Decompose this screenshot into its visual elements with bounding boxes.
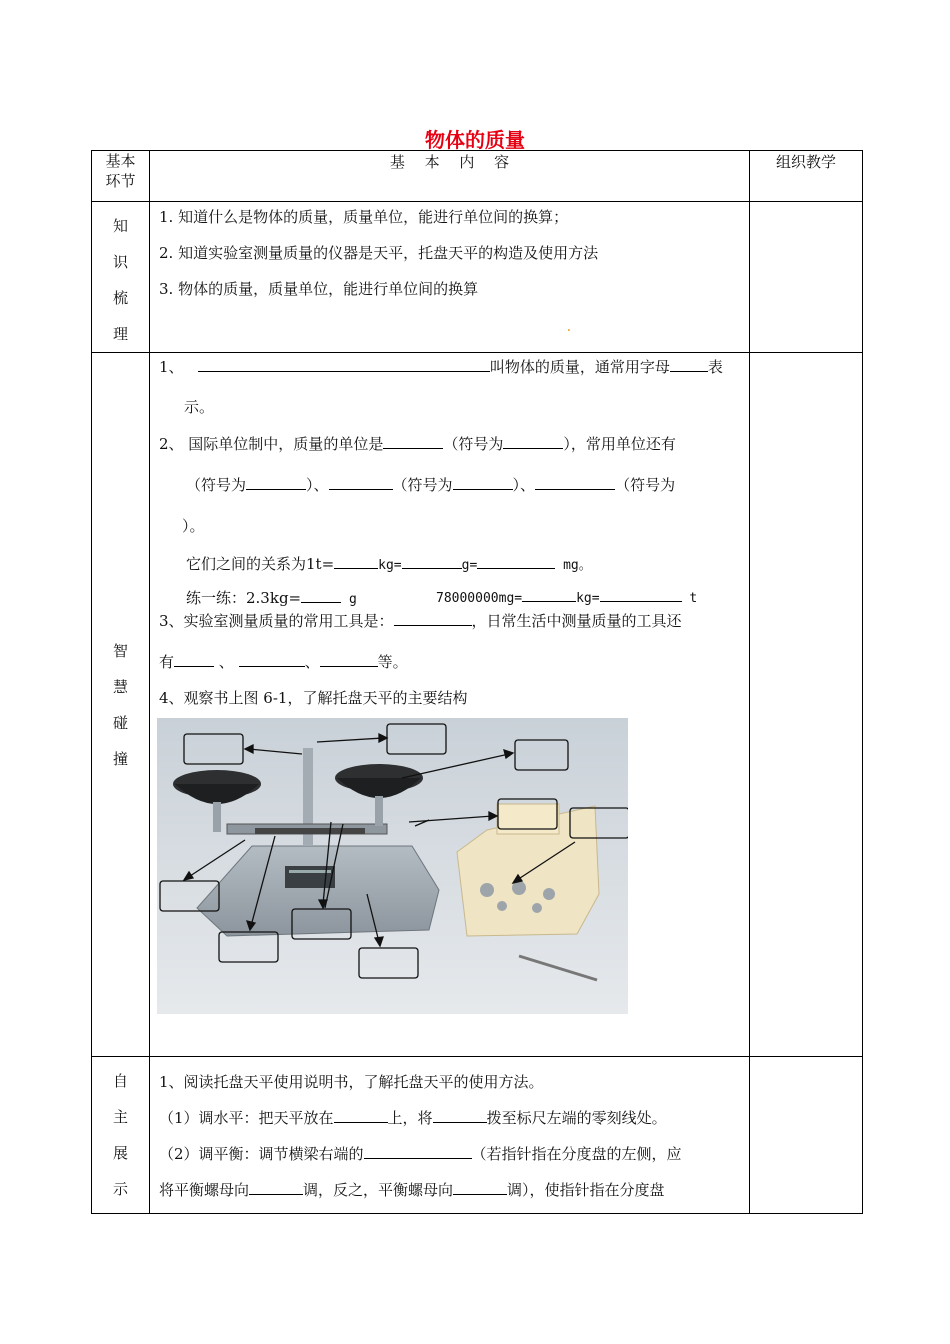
show-text: （1）调水平：把天平放在: [159, 1109, 334, 1127]
blank[interactable]: [174, 652, 214, 667]
show-text: （2）调平衡：调节横梁右端的: [159, 1145, 364, 1163]
blank[interactable]: [249, 1180, 303, 1195]
blank[interactable]: [334, 1108, 388, 1123]
header-content-label: 基 本 内 容: [389, 153, 510, 171]
q3-text: 等。: [377, 653, 408, 671]
q1-num: 1、: [159, 358, 184, 376]
q3-text: 有: [159, 653, 175, 671]
q1-tail: 表: [707, 358, 723, 376]
knowledge-char: 理: [112, 325, 128, 343]
practice-line-2: [436, 587, 697, 606]
q1-cont: 示。: [184, 398, 215, 416]
practice-text: 78000000mg=: [436, 591, 523, 606]
header-stage-label: 基本环节: [105, 152, 136, 190]
blank[interactable]: [334, 554, 378, 569]
q1-text: 叫物体的质量，通常用字母: [489, 358, 670, 376]
show-char: 展: [112, 1144, 128, 1162]
page-title: 物体的质量: [425, 128, 525, 152]
show-line: [159, 1143, 682, 1164]
header-organize: [750, 151, 863, 202]
relation-line: [186, 553, 592, 574]
wisdom-char: 智: [112, 641, 128, 660]
relation-text: 它们之间的关系为1t=: [186, 555, 335, 573]
blank[interactable]: [329, 475, 393, 490]
header-stage: [92, 151, 150, 202]
question-1: [159, 356, 723, 377]
q2-text: （符号为: [615, 476, 676, 494]
practice-line: [186, 587, 357, 608]
show-text: 上，将: [387, 1109, 433, 1127]
blank[interactable]: [301, 588, 341, 603]
show-line: [159, 1107, 667, 1128]
knowledge-char: 知: [112, 217, 128, 235]
q3-text: ，日常生活中测量质量的工具还: [471, 612, 682, 630]
wisdom-char: 慧: [112, 677, 128, 696]
show-text: 将平衡螺母向: [159, 1181, 250, 1199]
q2-text: 2、 国际单位制中，质量的单位是: [159, 435, 384, 453]
knowledge-label: [92, 202, 150, 353]
show-content: [150, 1057, 750, 1214]
knowledge-content: [150, 202, 750, 353]
practice-text: kg=: [576, 591, 600, 606]
blank[interactable]: [320, 652, 378, 667]
header-organize-label: 组织教学: [775, 153, 836, 171]
knowledge-item: 1. 知道什么是物体的质量，质量单位，能进行单位间的换算；: [159, 208, 569, 226]
wisdom-label: [92, 353, 150, 1057]
balance-figure: [157, 718, 628, 1014]
practice-text: 练一练：2.3kg=: [186, 589, 302, 607]
question-3-cont: [159, 651, 408, 672]
blank[interactable]: [522, 587, 576, 602]
question-2: [159, 433, 676, 454]
show-char: 主: [112, 1108, 128, 1126]
q2-text: （符号为: [443, 435, 504, 453]
lesson-table: [91, 150, 863, 1214]
blank[interactable]: [503, 434, 563, 449]
blank[interactable]: [383, 434, 443, 449]
show-label: [92, 1057, 150, 1214]
knowledge-item: 2. 知道实验室测量质量的仪器是天平，托盘天平的构造及使用方法: [159, 244, 599, 262]
show-text: 调，反之，平衡螺母向: [303, 1181, 454, 1199]
knowledge-char: 梳: [112, 289, 128, 307]
wisdom-char: 撞: [112, 749, 128, 768]
show-line: [159, 1179, 665, 1200]
question-3: [159, 610, 682, 631]
q2-end: ）。: [182, 517, 205, 535]
wisdom-notes: [750, 353, 863, 1057]
blank[interactable]: [453, 475, 513, 490]
blank[interactable]: [477, 554, 555, 569]
blank[interactable]: [402, 554, 462, 569]
relation-text: g=: [461, 558, 478, 573]
question-4: 4、观察书上图 6-1，了解托盘天平的主要结构: [159, 689, 468, 707]
blank[interactable]: [239, 652, 305, 667]
knowledge-notes: [750, 202, 863, 353]
practice-text: t: [681, 591, 698, 606]
show-char: 自: [112, 1072, 128, 1090]
blank[interactable]: [198, 357, 490, 372]
show-text: （若指针指在分度盘的左侧，应: [471, 1145, 682, 1163]
q3-text: 、: [214, 653, 234, 671]
blank[interactable]: [364, 1144, 472, 1159]
q3-text: 3、实验室测量质量的常用工具是：: [159, 612, 394, 630]
question-2-cont: [186, 474, 675, 495]
blank[interactable]: [670, 357, 708, 372]
mark-dot: .: [566, 316, 572, 335]
show-text: 拨至标尺左端的零刻线处。: [486, 1109, 667, 1127]
wisdom-char: 碰: [112, 713, 128, 732]
blank[interactable]: [394, 611, 472, 626]
blank[interactable]: [535, 475, 615, 490]
show-notes: [750, 1057, 863, 1214]
blank[interactable]: [600, 587, 682, 602]
q2-text: ）、: [512, 476, 536, 494]
blank[interactable]: [433, 1108, 487, 1123]
blank[interactable]: [453, 1180, 507, 1195]
q2-text: ），常用单位还有: [563, 435, 676, 453]
show-text: 调），使指针指在分度盘: [507, 1181, 665, 1199]
show-char: 示: [112, 1180, 128, 1198]
knowledge-item: 3. 物体的质量，质量单位，能进行单位间的换算: [159, 280, 479, 298]
blank[interactable]: [246, 475, 306, 490]
show-line: 1、阅读托盘天平使用说明书，了解托盘天平的使用方法。: [159, 1073, 544, 1091]
q2-text: ）、: [306, 476, 329, 494]
practice-text: g: [341, 592, 357, 607]
wisdom-content: [150, 353, 750, 1057]
knowledge-char: 识: [112, 253, 128, 271]
q3-text: 、: [304, 653, 320, 671]
relation-text: mg。: [555, 558, 592, 573]
q2-text: （符号为: [392, 476, 453, 494]
q2-text: （符号为: [186, 476, 247, 494]
relation-text: kg=: [378, 558, 402, 573]
